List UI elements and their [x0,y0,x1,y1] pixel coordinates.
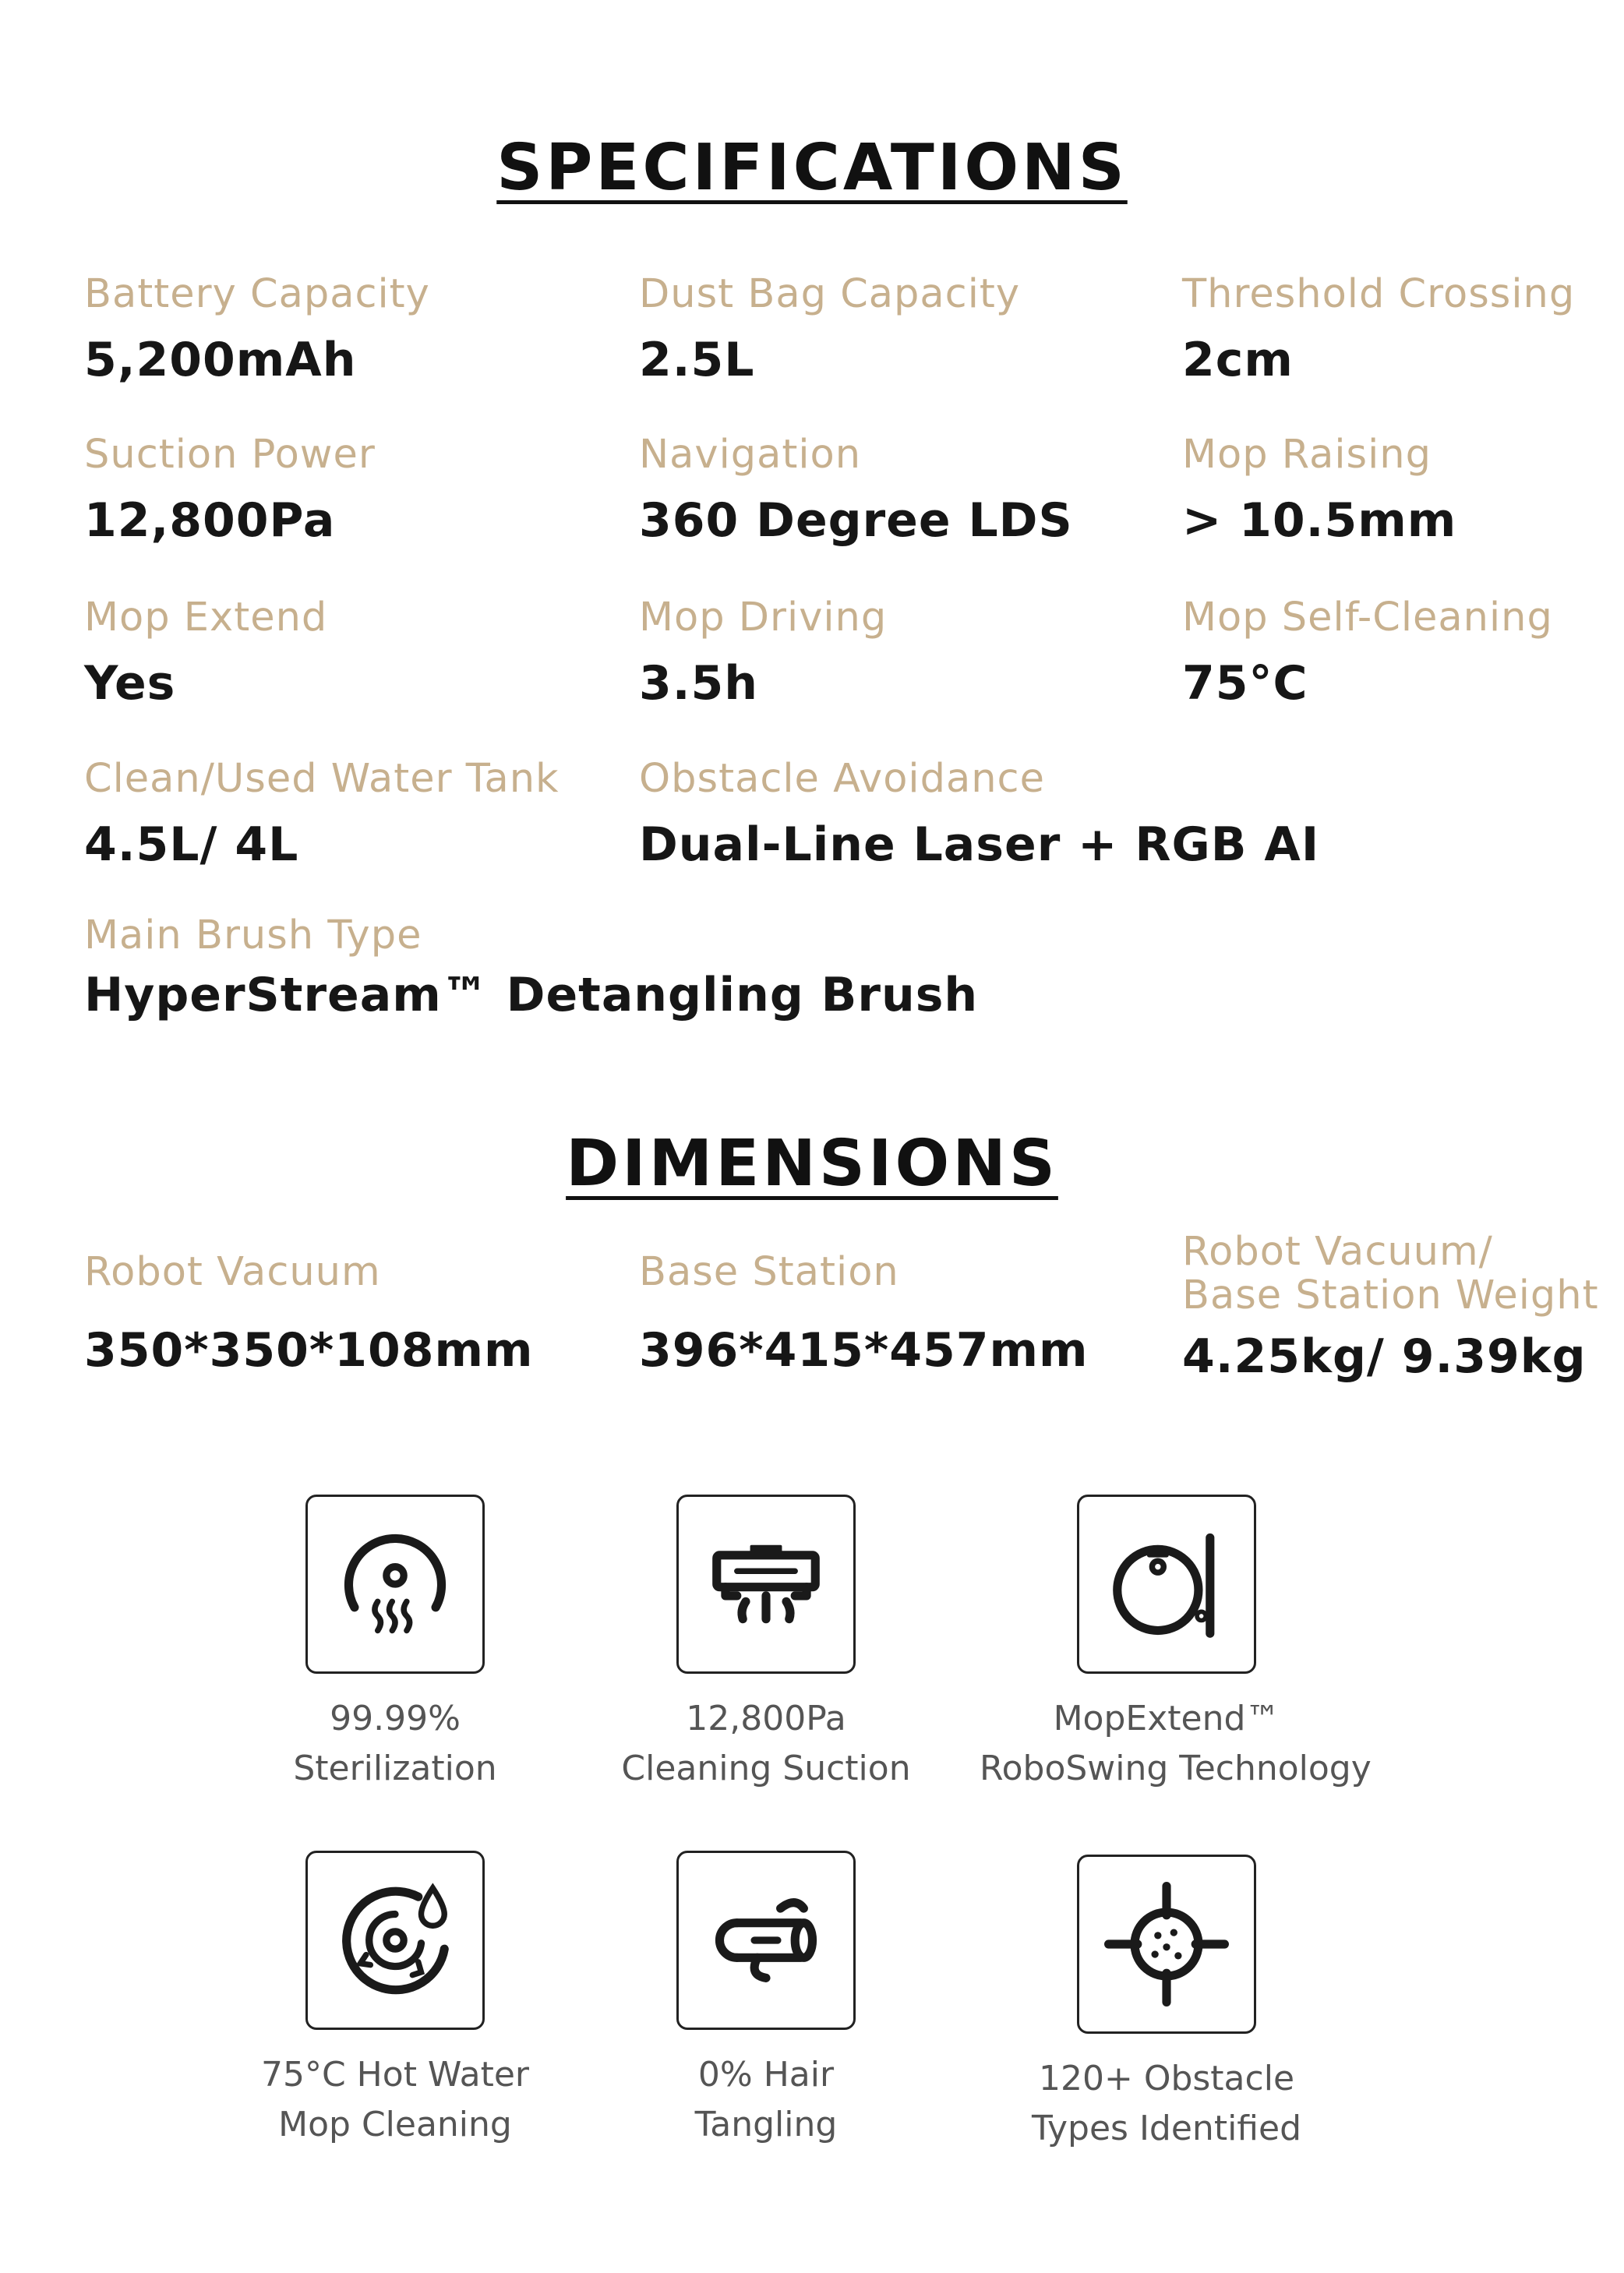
feature-caption: 99.99% Sterilization [293,1699,497,1788]
spec-dust-bag-capacity [639,273,1020,388]
dim-value: 350*350*108mm [84,1323,534,1378]
feature-obstacle-identification [980,1855,1354,2154]
suction-icon [676,1495,856,1674]
feature-caption: 75°C Hot Water Mop Cleaning [260,2055,529,2144]
spec-suction-power [84,433,376,549]
feature-caption: 0% Hair Tangling [694,2055,838,2144]
mop-extend-icon [1077,1495,1256,1674]
dim-label: Robot Vacuum [84,1249,381,1295]
spec-threshold-crossing [1182,273,1575,388]
hair-tangling-icon [676,1851,856,2030]
spec-label: Navigation [639,432,862,478]
spec-mop-driving [639,596,887,711]
dim-label: Base Station [639,1249,899,1295]
spec-battery-capacity [84,273,430,388]
spec-label: Dust Bag Capacity [639,271,1021,317]
spec-label: Clean/Used Water Tank [84,756,560,802]
feature-sterilization [208,1495,582,1794]
feature-caption: MopExtend™ RoboSwing Technology [980,1699,1372,1788]
dim-label-line2: Base Station Weight [1182,1272,1599,1318]
spec-label: Mop Raising [1182,432,1432,478]
spec-water-tank [84,757,560,873]
spec-value: 4.5L/ 4L [84,817,299,872]
dim-value: 396*415*457mm [639,1323,1089,1378]
spec-value: 360 Degree LDS [639,493,1073,548]
specifications-title: SPECIFICATIONS [496,131,1128,205]
spec-value: HyperStream™ Detangling Brush [84,968,979,1022]
feature-suction [579,1495,953,1794]
spec-value: > 10.5mm [1182,493,1457,548]
dim-robot-vacuum [84,1251,534,1378]
dim-base-station [639,1251,1089,1378]
spec-label: Battery Capacity [84,271,430,317]
spec-main-brush-type [84,914,978,1023]
spec-label: Suction Power [84,432,376,478]
spec-value: 12,800Pa [84,493,336,548]
feature-hot-water-mop [208,1851,582,2150]
spec-navigation [639,433,1073,549]
feature-mop-extend [980,1495,1372,1794]
dimensions-title: DIMENSIONS [566,1127,1058,1201]
spec-value: 75°C [1182,656,1308,711]
spec-label: Main Brush Type [84,912,422,958]
feature-caption: 120+ Obstacle Types Identified [1031,2059,1302,2148]
spec-mop-self-cleaning [1182,596,1553,711]
spec-value: 3.5h [639,656,759,711]
spec-obstacle-avoidance [639,757,1319,873]
dim-value: 4.25kg/ 9.39kg [1182,1329,1587,1384]
spec-mop-extend [84,596,327,711]
feature-hair-tangling [579,1851,953,2150]
spec-label: Mop Driving [639,595,888,641]
sterilization-icon [305,1495,485,1674]
spec-value: Yes [84,656,176,711]
spec-value: 2.5L [639,333,755,387]
spec-label: Mop Self-Cleaning [1182,595,1553,641]
spec-value: 5,200mAh [84,333,357,387]
feature-caption: 12,800Pa Cleaning Suction [621,1699,911,1788]
dim-label-line1: Robot Vacuum/ [1182,1229,1493,1275]
spec-mop-raising [1182,433,1456,549]
hot-water-mop-icon [305,1851,485,2030]
spec-label: Threshold Crossing [1182,271,1576,317]
spec-value: 2cm [1182,333,1294,387]
spec-label: Obstacle Avoidance [639,756,1045,802]
obstacle-target-icon [1077,1855,1256,2034]
spec-value: Dual-Line Laser + RGB AI [639,817,1320,872]
dim-weight [1182,1230,1599,1385]
spec-label: Mop Extend [84,595,328,641]
